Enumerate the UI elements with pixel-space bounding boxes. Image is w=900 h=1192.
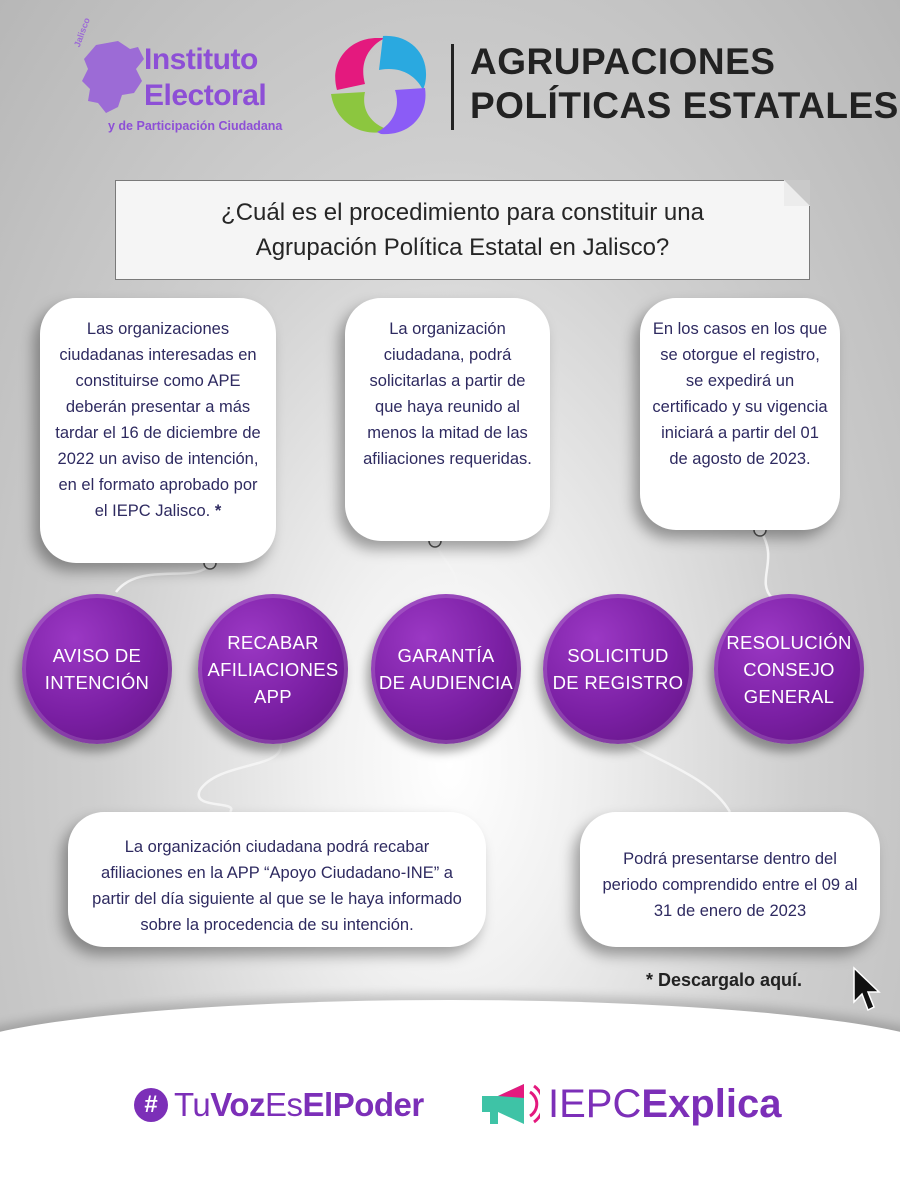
- header-divider: [451, 44, 454, 130]
- step-label: DE AUDIENCIA: [378, 672, 514, 693]
- question-box: [115, 180, 810, 280]
- bubble-garantia-text: La organización ciudadana, podrá solicitarlas a partir de que haya reunido al menos la mitad de las afiliaciones requeridas.: [363, 320, 532, 468]
- step-label: AFILIACIONES: [207, 658, 339, 680]
- step-label: GENERAL: [743, 685, 835, 707]
- logo-line-1: Instituto: [144, 43, 258, 76]
- jalisco-map-icon: [78, 39, 148, 117]
- ape-knot-logo-icon: [325, 32, 435, 137]
- bubble-aviso: [40, 298, 276, 563]
- question-line-1: ¿Cuál es el procedimiento para constituir una: [221, 199, 704, 226]
- logo-jalisco-text: Jalisco: [72, 16, 92, 49]
- explica-part-2: Explica: [641, 1081, 782, 1126]
- bubble-aviso-text: Las organizaciones ciudadanas interesadas en constituirse como APE deberán presentar a más tardar el 16 de diciembre de 2022 un aviso de intención, en el formato aprobado por el IEPC Jalisco.: [55, 320, 261, 520]
- hashtag-part: Poder: [332, 1086, 424, 1123]
- bubble-recabar-text: La organización ciudadana podrá recabar afiliaciones en la APP “Apoyo Ciudadano-INE” a partir del día siguiente al que se le haya informado sobre la procedencia de su intención.: [92, 837, 462, 934]
- step-label: SOLICITUD: [567, 645, 669, 666]
- step-label: RECABAR: [227, 631, 319, 653]
- hashtag-part: Es: [265, 1086, 303, 1123]
- iepc-explica-logo: [476, 1076, 781, 1132]
- download-link[interactable]: * Descargalo aquí.: [646, 970, 803, 990]
- hashtag-bubble-icon: #: [134, 1088, 168, 1122]
- bubble-solicitud: [580, 812, 880, 947]
- step-recabar-afiliaciones: [198, 594, 348, 744]
- step-label: AVISO DE: [52, 645, 142, 666]
- hashtag-part: Tu: [174, 1086, 211, 1123]
- hashtag-tuvozeselpoder: [134, 1080, 424, 1130]
- step-resolucion-consejo-general: [714, 594, 864, 744]
- bubble-garantia: [345, 298, 550, 541]
- title-line-2: POLÍTICAS ESTATALES: [470, 85, 899, 126]
- step-solicitud-de-registro: [543, 594, 693, 744]
- hashtag-part: El: [302, 1086, 333, 1123]
- logo-line-3: y de Participación Ciudadana: [108, 119, 283, 133]
- logo-line-2: Electoral: [144, 79, 267, 112]
- megaphone-icon: [476, 1078, 540, 1130]
- mouse-pointer-icon: [852, 966, 882, 1016]
- step-label: RESOLUCIÓN: [726, 631, 852, 653]
- iepc-logo: [70, 16, 290, 140]
- bubble-resolucion-text: En los casos en los que se otorgue el registro, se expedirá un certificado y su vigencia iniciará a partir del 01 de agosto de 2023.: [652, 320, 828, 468]
- bubble-resolucion: [640, 298, 840, 530]
- step-label: DE REGISTRO: [552, 672, 684, 693]
- bubble-aviso-asterisk: *: [210, 502, 222, 520]
- title-line-1: AGRUPACIONES: [470, 41, 776, 82]
- bubble-solicitud-text: Podrá presentarse dentro del periodo comprendido entre el 09 al 31 de enero de 2023: [602, 849, 858, 920]
- explica-part-1: IEPC: [548, 1081, 642, 1126]
- question-line-2: Agrupación Política Estatal en Jalisco?: [255, 234, 670, 261]
- step-label: INTENCIÓN: [44, 672, 150, 693]
- page-fold: [784, 180, 810, 206]
- step-label: APP: [254, 685, 292, 707]
- step-label: CONSEJO: [743, 658, 835, 680]
- step-garantia-de-audiencia: [371, 594, 521, 744]
- bubble-recabar: [68, 812, 486, 947]
- step-aviso-de-intencion: [22, 594, 172, 744]
- page-title: [470, 40, 899, 128]
- hashtag-part: Voz: [210, 1086, 266, 1123]
- step-label: GARANTÍA: [397, 645, 495, 666]
